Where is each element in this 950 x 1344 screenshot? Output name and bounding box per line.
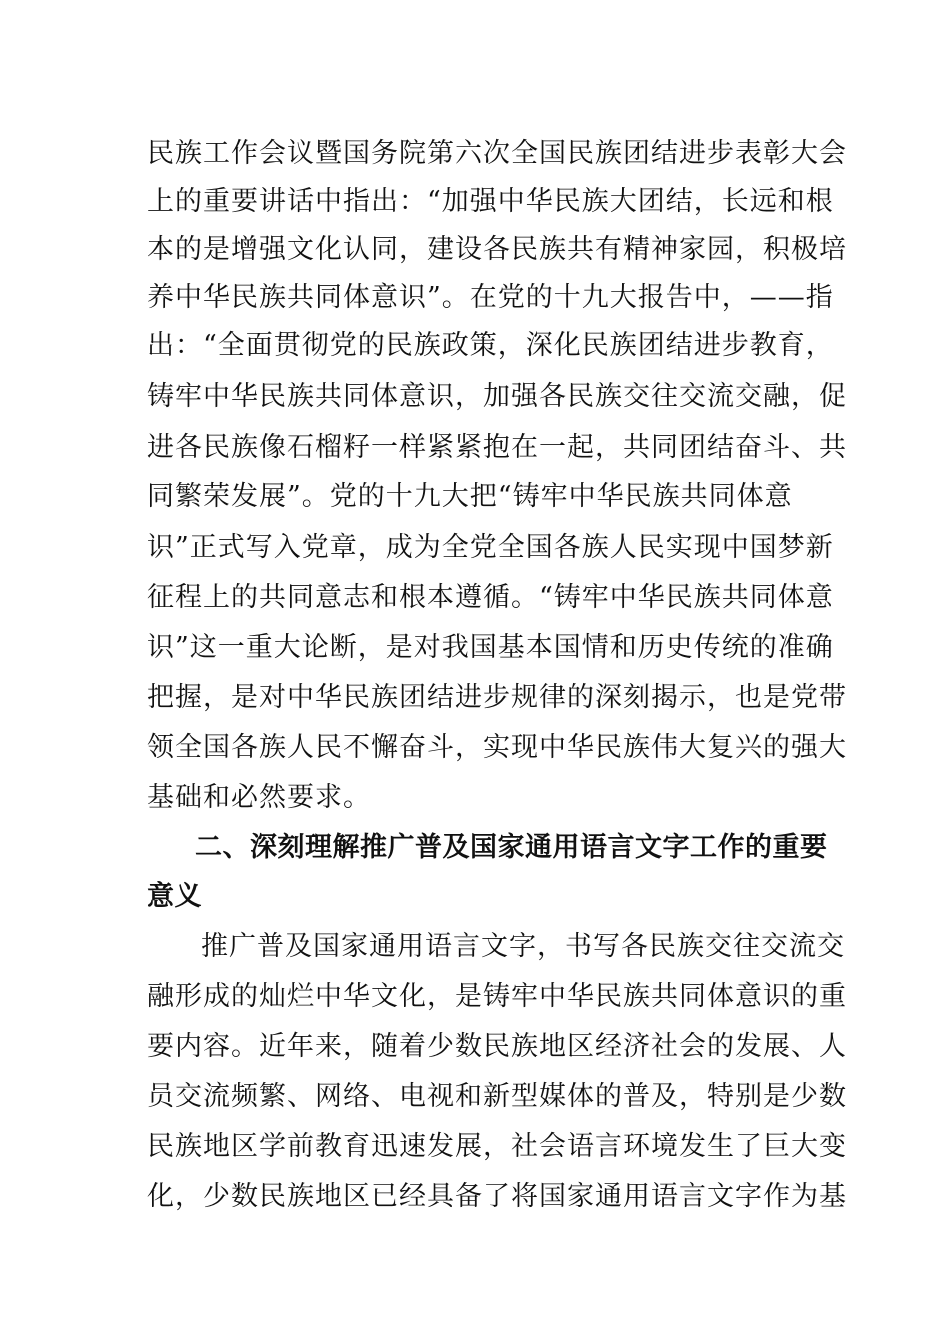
paragraph-line: 推广普及国家通用语言文字，书写各民族交往交流交 — [201, 931, 845, 962]
paragraph-line: 出：“全面贯彻党的民族政策，深化民族团结进步教育， — [147, 330, 834, 361]
paragraph-line: 民族工作会议暨国务院第六次全国民族团结进步表彰大会 — [147, 138, 847, 169]
paragraph-line: 本的是增强文化认同，建设各民族共有精神家园，积极培 — [147, 234, 847, 265]
paragraph-line: 要内容。近年来，随着少数民族地区经济社会的发展、人 — [147, 1031, 847, 1062]
paragraph-line: 征程上的共同意志和根本遵循。“铸牢中华民族共同体意 — [147, 582, 834, 613]
paragraph-line: 进各民族像石榴籽一样紧紧抱在一起，共同团结奋斗、共 — [147, 432, 847, 463]
paragraph-line: 领全国各族人民不懈奋斗，实现中华民族伟大复兴的强大 — [147, 732, 847, 763]
paragraph-line: 识”正式写入党章，成为全党全国各族人民实现中国梦新 — [147, 532, 834, 563]
paragraph-line: 同繁荣发展”。党的十九大把“铸牢中华民族共同体意 — [147, 481, 793, 512]
paragraph-line: 基础和必然要求。 — [147, 782, 371, 813]
paragraph-line: 铸牢中华民族共同体意识，加强各民族交往交流交融，促 — [147, 381, 847, 412]
paragraph-line: 把握，是对中华民族团结进步规律的深刻揭示，也是党带 — [147, 682, 847, 713]
paragraph-line: 员交流频繁、网络、电视和新型媒体的普及，特别是少数 — [147, 1081, 847, 1112]
paragraph-line: 识”这一重大论断，是对我国基本国情和历史传统的准确 — [147, 632, 834, 663]
paragraph-line: 化，少数民族地区已经具备了将国家通用语言文字作为基 — [147, 1181, 847, 1212]
paragraph-line: 养中华民族共同体意识”。在党的十九大报告中，——指 — [147, 282, 834, 313]
paragraph-line: 上的重要讲话中指出：“加强中华民族大团结，长远和根 — [147, 186, 834, 217]
section-heading: 二、深刻理解推广普及国家通用语言文字工作的重要 — [195, 832, 828, 863]
paragraph-line: 融形成的灿烂中华文化，是铸牢中华民族共同体意识的重 — [147, 981, 847, 1012]
section-heading-continued: 意义 — [147, 881, 202, 912]
paragraph-line: 民族地区学前教育迅速发展，社会语言环境发生了巨大变 — [147, 1131, 847, 1162]
